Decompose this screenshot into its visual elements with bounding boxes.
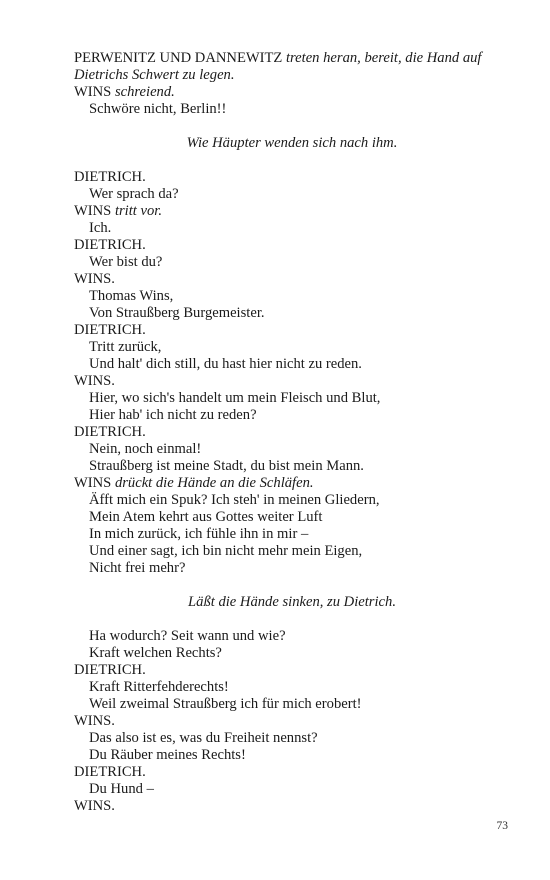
verse-line: Kraft Ritterfehderechts!: [89, 679, 229, 695]
verse-line: Und halt' dich still, du hast hier nicht zu reden.: [89, 356, 362, 372]
speaker-line: [74, 50, 510, 67]
speaker-line: [74, 203, 510, 220]
speaker-name: WINS.: [74, 798, 115, 814]
stage-direction: schreiend.: [114, 84, 175, 100]
speaker-name: WINS.: [74, 713, 115, 729]
verse-line: Schwöre nicht, Berlin!!: [89, 101, 227, 117]
verse-line: Ha wodurch? Seit wann und wie?: [89, 628, 286, 644]
verse-line: Hier hab' ich nicht zu reden?: [89, 407, 257, 423]
speaker-name: DIETRICH.: [74, 764, 146, 780]
verse-line: Kraft welchen Rechts?: [89, 645, 222, 661]
speaker-name: PERWENITZ UND DANNEWITZ: [74, 50, 283, 66]
verse-line: Das also ist es, was du Freiheit nennst?: [89, 730, 318, 746]
speaker-name: WINS: [74, 203, 112, 219]
stage-direction: tritt vor.: [114, 203, 162, 219]
verse-line: Wer sprach da?: [89, 186, 179, 202]
speaker-name: DIETRICH.: [74, 662, 146, 678]
verse-line: Du Räuber meines Rechts!: [89, 747, 246, 763]
verse-line: In mich zurück, ich fühle ihn in mir –: [89, 526, 309, 542]
stage-direction: treten heran, bereit, die Hand auf: [285, 50, 482, 66]
verse-line: Von Straußberg Burgemeister.: [89, 305, 265, 321]
blank-line: [74, 611, 510, 628]
verse-line: Mein Atem kehrt aus Gottes weiter Luft: [89, 509, 323, 525]
verse-line: Weil zweimal Straußberg ich für mich erobert!: [89, 696, 362, 712]
verse-line: Und einer sagt, ich bin nicht mehr mein Eigen,: [89, 543, 363, 559]
play-text: [74, 50, 510, 815]
stage-direction: Läßt die Hände sinken, zu Dietrich.: [188, 594, 396, 610]
speaker-line: [74, 475, 510, 492]
verse-line: Tritt zurück,: [89, 339, 162, 355]
verse-line: Straußberg ist meine Stadt, du bist mein Mann.: [89, 458, 364, 474]
verse-line: Nein, noch einmal!: [89, 441, 202, 457]
stage-direction: Wie Häupter wenden sich nach ihm.: [186, 135, 398, 151]
speaker-name: WINS.: [74, 373, 115, 389]
speaker-name: DIETRICH.: [74, 237, 146, 253]
blank-line: [74, 118, 510, 135]
speaker-name: WINS: [74, 84, 112, 100]
speaker-line: [74, 84, 510, 101]
verse-line: Äfft mich ein Spuk? Ich steh' in meinen Gliedern,: [89, 492, 380, 508]
verse-line: Hier, wo sich's handelt um mein Fleisch und Blut,: [89, 390, 381, 406]
verse-line: Nicht frei mehr?: [89, 560, 186, 576]
blank-line: [74, 577, 510, 594]
speaker-name: DIETRICH.: [74, 169, 146, 185]
speaker-name: DIETRICH.: [74, 424, 146, 440]
verse-line: Du Hund –: [89, 781, 154, 797]
blank-line: [74, 152, 510, 169]
speaker-name: DIETRICH.: [74, 322, 146, 338]
speaker-name: WINS: [74, 475, 112, 491]
verse-line: Thomas Wins,: [89, 288, 174, 304]
speaker-name: WINS.: [74, 271, 115, 287]
verse-line: Ich.: [89, 220, 112, 236]
page-number: 73: [496, 820, 508, 832]
stage-direction: drückt die Hände an die Schläfen.: [114, 475, 314, 491]
stage-direction: Dietrichs Schwert zu legen.: [74, 67, 235, 83]
verse-line: Wer bist du?: [89, 254, 163, 270]
